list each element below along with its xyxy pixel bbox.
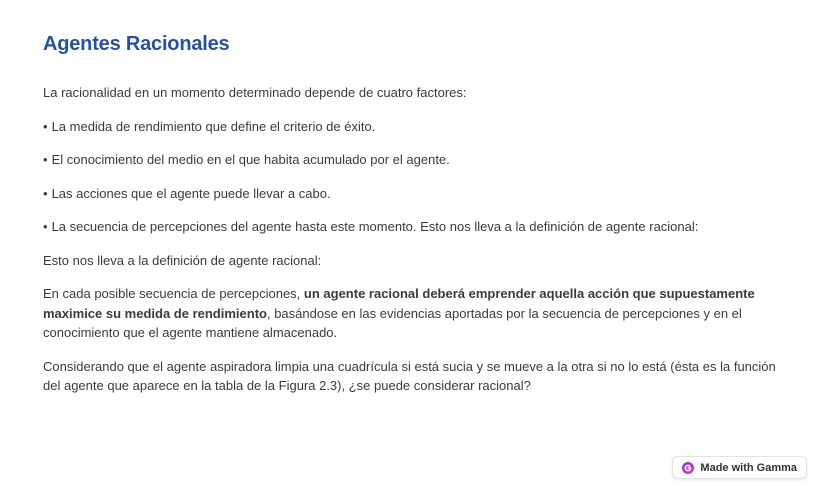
list-item (43, 184, 785, 204)
definition-pre: En cada posible secuencia de percepciones, (43, 286, 304, 301)
lead-in-paragraph: Esto nos lleva a la definición de agente racional: (43, 252, 322, 268)
made-with-gamma-badge[interactable] (672, 456, 807, 479)
gamma-logo-icon (682, 462, 694, 474)
list-item (43, 217, 785, 237)
list-item-text: Las acciones que el agente puede llevar a cabo. (51, 185, 331, 201)
list-item (43, 117, 785, 137)
list-item-text: El conocimiento del medio en el que habita acumulado por el agente. (51, 152, 450, 167)
definition-bold: un agente racional deberá emprender aquella acción que supuestamente maximice su medida de rendimiento (43, 286, 755, 321)
bullet-icon: • (43, 118, 48, 134)
intro-paragraph: La racionalidad en un momento determinado depende de cuatro factores: (43, 85, 467, 100)
made-with-gamma-label: Made with Gamma (700, 461, 797, 474)
list-item-text: La medida de rendimiento que define el criterio de éxito. (51, 118, 376, 134)
bullet-icon: • (43, 185, 48, 201)
list-item-text: La secuencia de percepciones del agente hasta este momento. Esto nos lleva a la definición de agente racional: (51, 219, 699, 234)
page-title: Agentes Racionales (43, 33, 230, 55)
bullet-icon: • (43, 152, 48, 167)
definition-post: , basándose en las evidencias aportadas por la secuencia de percepciones y en el conocimiento que el agente mantiene almacenado. (43, 305, 742, 340)
list-item (43, 150, 785, 170)
question-paragraph: Considerando que el agente aspiradora limpia una cuadrícula si está sucia y se mueve a la otra si no lo está (ésta es la función del agente que aparece en la tabla de la Figura 2.3), ¿se puede considerar racional? (43, 358, 776, 393)
bullet-icon: • (43, 219, 48, 234)
definition-paragraph (43, 284, 785, 343)
